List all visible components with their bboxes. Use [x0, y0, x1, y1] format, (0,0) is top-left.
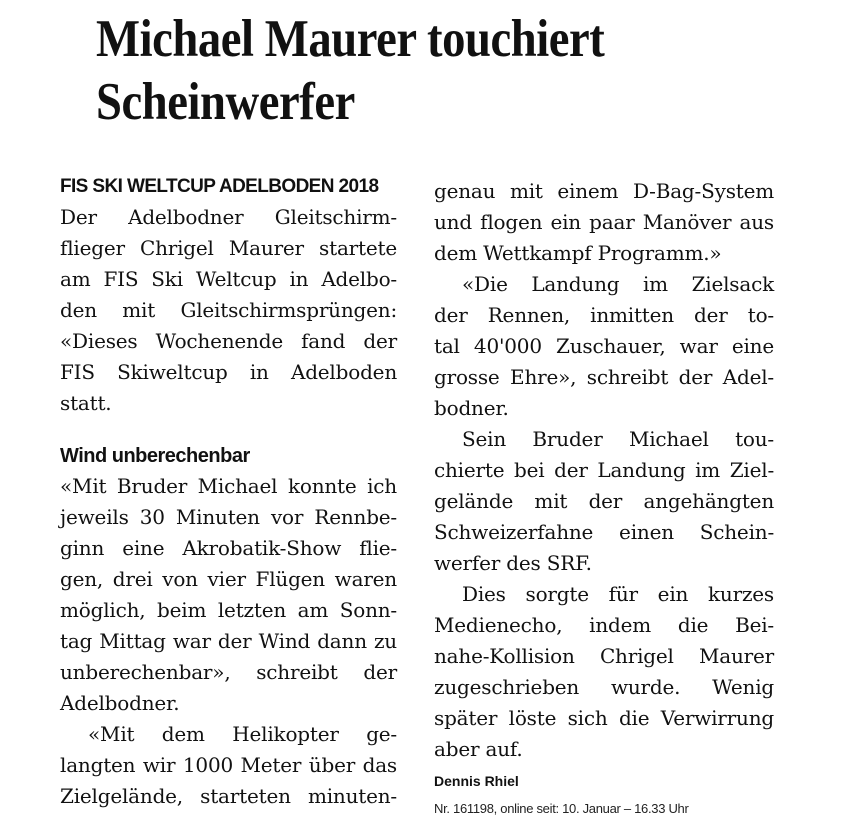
- text-line: chierte bei der Landung im Ziel-: [434, 458, 774, 482]
- text-line: ginn eine Akrobatik-Show flie-: [60, 536, 397, 560]
- publication-meta: Nr. 161198, online seit: 10. Januar – 16.33 Uhr: [434, 801, 689, 816]
- kicker: FIS SKI WELTCUP ADELBODEN 2018: [60, 176, 379, 197]
- text-line: gen, drei von vier Flügen waren: [60, 567, 397, 591]
- text-line: Zielgelände, starteten minuten-: [60, 784, 397, 808]
- text-line: bodner.: [434, 396, 509, 420]
- intro-paragraph: [60, 202, 397, 419]
- text-line: möglich, beim letzten am Sonn-: [60, 598, 397, 622]
- headline-line-2: Scheinwerfer: [96, 73, 355, 131]
- article-headline: [96, 8, 730, 134]
- text-line: zugeschrieben wurde. Wenig: [434, 675, 774, 699]
- headline-line-1: Michael Maurer touchiert: [96, 10, 605, 68]
- text-line: den mit Gleitschirmsprüngen:: [60, 298, 397, 322]
- author-byline: Dennis Rhiel: [434, 773, 519, 789]
- text-line: statt.: [60, 391, 112, 415]
- text-line: gelände mit der angehängten: [434, 489, 774, 513]
- paragraph-4: [434, 424, 774, 579]
- text-line: genau mit einem D-Bag-System: [434, 179, 774, 203]
- text-line: Medienecho, indem die Bei-: [434, 613, 774, 637]
- text-line: «Mit dem Helikopter ge-: [88, 722, 397, 746]
- text-line: flieger Chrigel Maurer startete: [60, 236, 397, 260]
- left-column: [60, 174, 397, 812]
- text-line: dem Wettkampf Programm.»: [434, 241, 722, 265]
- text-line: Sein Bruder Michael tou-: [462, 427, 774, 451]
- text-line: «Dieses Wochenende fand der: [60, 329, 397, 353]
- text-line: «Die Landung im Zielsack: [462, 272, 774, 296]
- text-line: Schweizerfahne einen Schein-: [434, 520, 774, 544]
- paragraph-1: [60, 471, 397, 719]
- text-line: der Rennen, inmitten der to-: [434, 303, 774, 327]
- subheading: Wind unberechenbar: [60, 445, 250, 467]
- text-line: tag Mittag war der Wind dann zu: [60, 629, 397, 653]
- text-line: langten wir 1000 Meter über das: [60, 753, 397, 777]
- text-line: und flogen ein paar Manöver aus: [434, 210, 774, 234]
- right-column: [434, 176, 774, 819]
- text-line: Der Adelbodner Gleitschirm-: [60, 205, 397, 229]
- text-line: «Mit Bruder Michael konnte ich: [60, 474, 397, 498]
- text-line: jeweils 30 Minuten vor Rennbe-: [60, 505, 397, 529]
- paragraph-3: [434, 269, 774, 424]
- paragraph-5: [434, 579, 774, 765]
- text-line: grosse Ehre», schreibt der Adel-: [434, 365, 774, 389]
- text-line: unberechenbar», schreibt der: [60, 660, 397, 684]
- text-line: FIS Skiweltcup in Adelboden: [60, 360, 397, 384]
- text-line: tal 40'000 Zuschauer, war eine: [434, 334, 774, 358]
- text-line: Adelbodner.: [60, 691, 180, 715]
- text-line: werfer des SRF.: [434, 551, 592, 575]
- text-line: Dies sorgte für ein kurzes: [462, 582, 774, 606]
- paragraph-2-start: [60, 719, 397, 812]
- paragraph-2-end: [434, 176, 774, 269]
- text-line: am FIS Ski Weltcup in Adelbo-: [60, 267, 397, 291]
- text-line: nahe-Kollision Chrigel Maurer: [434, 644, 774, 668]
- text-line: später löste sich die Verwirrung: [434, 706, 774, 730]
- text-line: aber auf.: [434, 737, 523, 761]
